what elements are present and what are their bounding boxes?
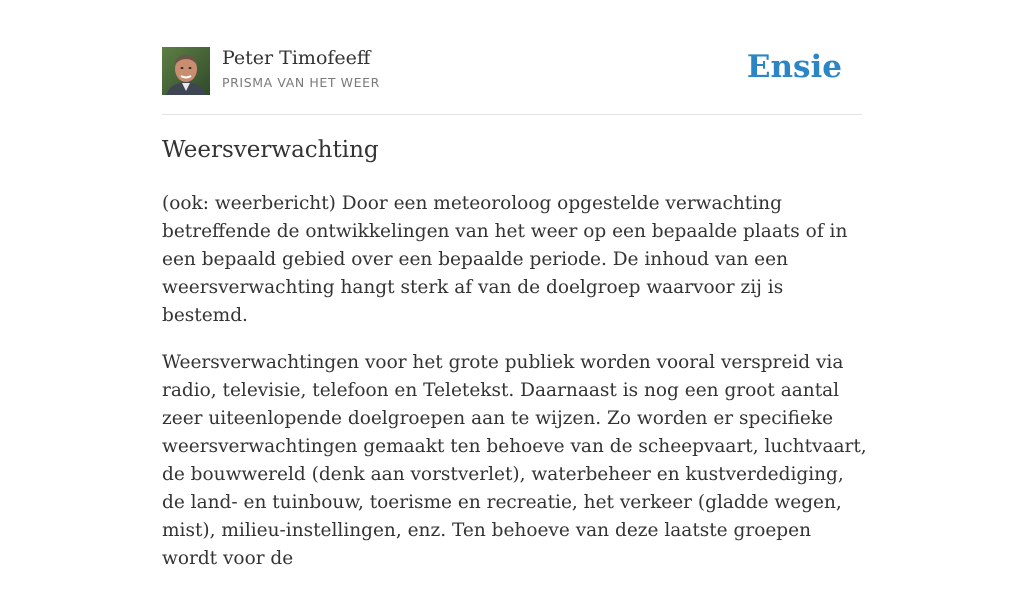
author-avatar[interactable]: [162, 47, 210, 95]
portrait-photo-icon: [162, 47, 210, 95]
article-title: Weersverwachting: [162, 137, 379, 163]
article-body: [162, 190, 867, 592]
header: [162, 44, 862, 115]
author-name[interactable]: Peter Timofeeff: [222, 47, 371, 69]
brand-logo[interactable]: Ensie: [746, 49, 842, 85]
article-paragraph: Weersverwachtingen voor het grote publiek worden vooral verspreid via radio, televisie, telefoon en Teletekst. Daarnaast is nog een groot aantal zeer uiteenlopende doelgroepen aan te wijzen. Zo worden er specifieke weersverwachtingen gemaakt ten behoeve van de scheepvaart, luchtvaart, de bouwwereld (denk aan vorstverlet), waterbeheer en kustverdediging, de land- en tuinbouw, toerisme en recreatie, het verkeer (gladde wegen, mist), milieu-instellingen, enz. Ten behoeve van deze laatste groepen wordt voor de: [162, 352, 867, 569]
article-paragraph: (ook: weerbericht) Door een meteoroloog opgestelde verwachting betreffende de ontwikkelingen van het weer op een bepaalde plaats of in een bepaald gebied over een bepaalde periode. De inhoud van een weersverwachting hangt sterk af van de doelgroep waarvoor zij is bestemd.: [162, 193, 848, 326]
author-subtitle: PRISMA VAN HET WEER: [222, 75, 380, 90]
